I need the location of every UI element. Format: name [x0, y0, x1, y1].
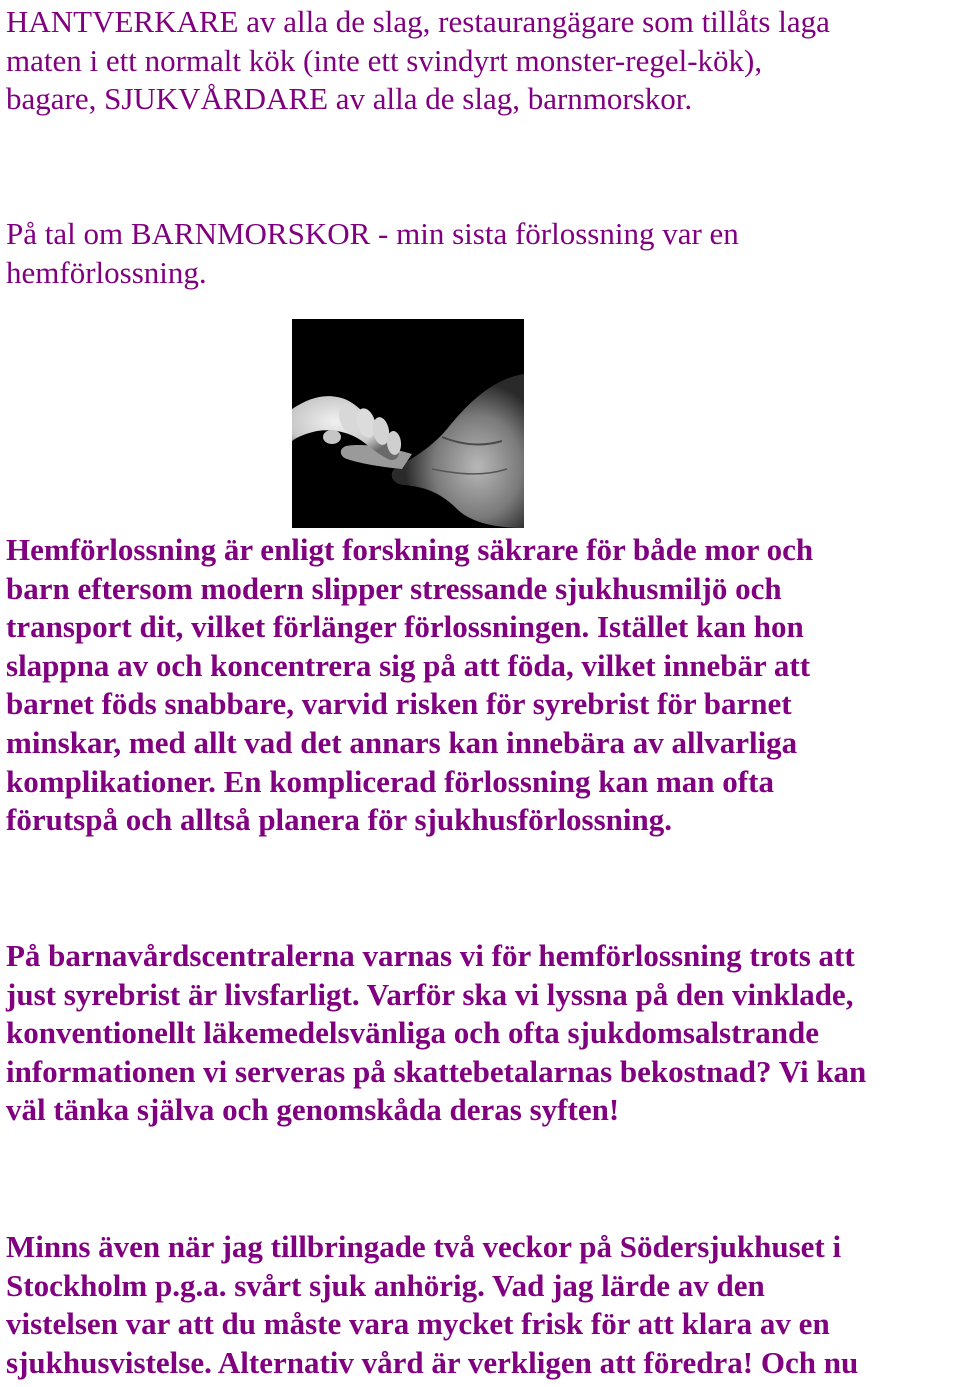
paragraph-craftsmen: [6, 3, 958, 119]
text-line: just syrebrist är livsfarligt. Varför ska vi lyssna på den vinklade,: [6, 976, 854, 1012]
baby-hand-in-adult-hand-icon: [292, 319, 524, 528]
text-line: bagare, SJUKVÅRDARE av alla de slag, barnmorskor.: [6, 81, 693, 117]
text-line: slappna av och koncentrera sig på att föda, vilket innebär att: [6, 647, 811, 683]
text-line: förutspå och alltså planera för sjukhusförlossning.: [6, 802, 673, 838]
text-line: På barnavårdscentralerna varnas vi för hemförlossning trots att: [6, 938, 855, 973]
text-line: HANTVERKARE av alla de slag, restaurangägare som tillåts laga: [6, 4, 830, 39]
text-line: hemförlossning.: [6, 254, 207, 290]
text-line: sjukhusvistelse. Alternativ vård är verkligen att föredra! Och nu: [6, 1344, 859, 1380]
text-line: komplikationer. En komplicerad förlossning kan man ofta: [6, 763, 774, 799]
paragraph-child-health-centres: [6, 937, 958, 1130]
text-line: barn eftersom modern slipper stressande sjukhusmiljö och: [6, 570, 782, 606]
text-line: vistelsen var att du måste vara mycket frisk för att klara av en: [6, 1306, 830, 1342]
text-line: transport dit, vilket förlänger förlossningen. Istället kan hon: [6, 609, 804, 645]
baby-hand-photo: [292, 319, 524, 528]
text-line: väl tänka själva och genomskåda deras syften!: [6, 1092, 620, 1128]
text-line: På tal om BARNMORSKOR - min sista förlossning var en: [6, 216, 739, 251]
paragraph-midwives: [6, 215, 958, 292]
text-line: konventionellt läkemedelsvänliga och ofta sjukdomsalstrande: [6, 1015, 819, 1051]
paragraph-hospital-stay: [6, 1228, 958, 1382]
text-line: maten i ett normalt kök (inte ett svindyrt monster-regel-kök),: [6, 42, 763, 78]
text-line: Hemförlossning är enligt forskning säkrare för både mor och: [6, 532, 814, 567]
text-line: Stockholm p.g.a. svårt sjuk anhörig. Vad jag lärde av den: [6, 1267, 765, 1303]
text-line: minskar, med allt vad det annars kan innebära av allvarliga: [6, 724, 798, 760]
text-line: barnet föds snabbare, varvid risken för syrebrist för barnet: [6, 686, 792, 722]
text-line: informationen vi serveras på skattebetalarnas bekostnad? Vi kan: [6, 1053, 867, 1089]
text-line: Minns även när jag tillbringade två veckor på Södersjukhuset i: [6, 1229, 842, 1264]
paragraph-home-birth: [6, 531, 958, 840]
